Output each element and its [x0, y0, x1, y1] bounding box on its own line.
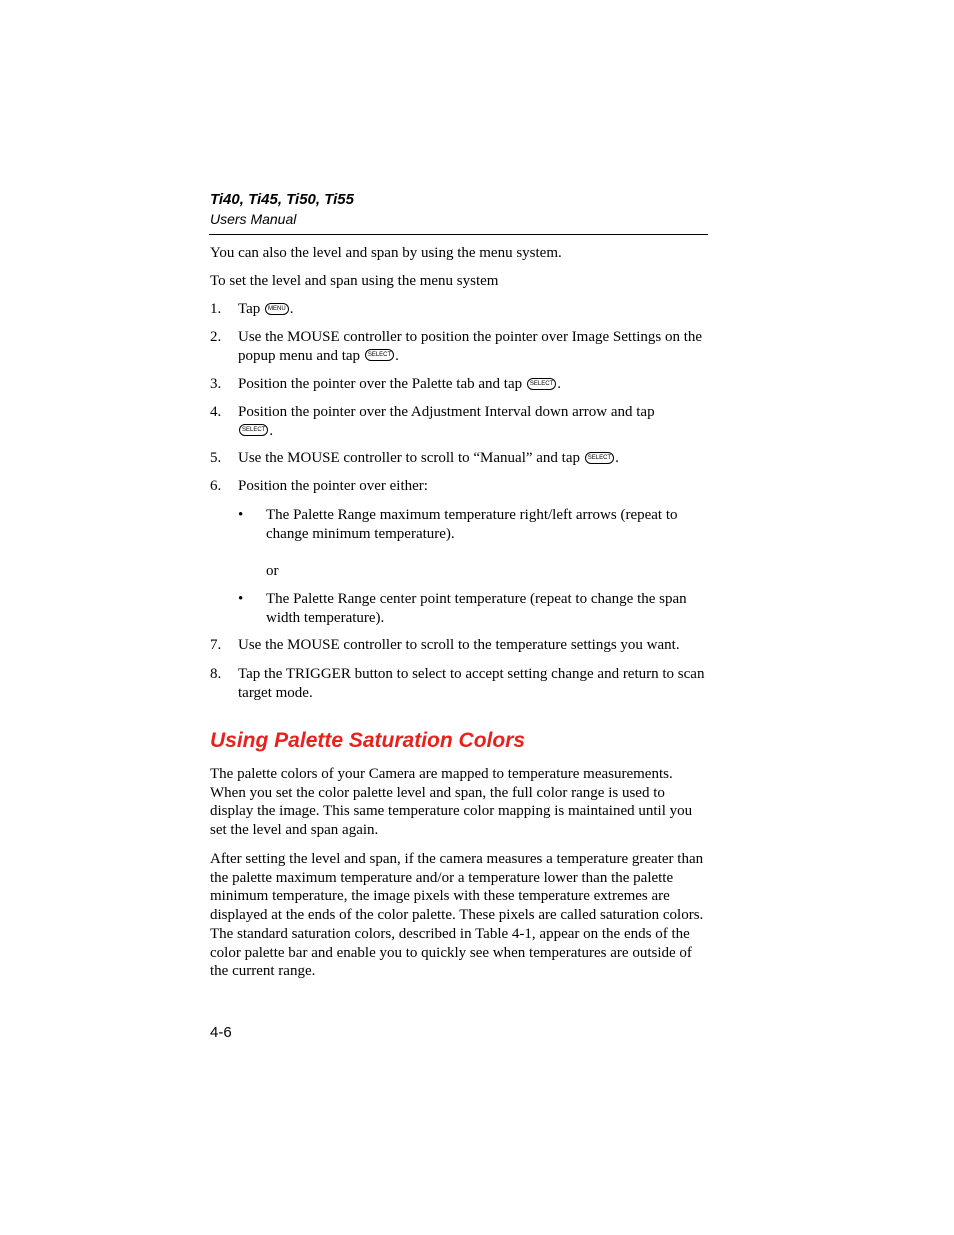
step-text: Position the pointer over either: [238, 478, 428, 494]
section-paragraph-1: The palette colors of your Camera are mapped to temperature measurements. When you set the color palette level and span, the full color range is used to display the image. This same temperature color mapping is maintained until you set the level and span again. [210, 766, 693, 839]
section-paragraph-2: After setting the level and span, if the camera measures a temperature greater than the palette maximum temperature and/or a temperature lower than the palette minimum temperature, the image pixels with these temperature extremes are displayed at the ends of the color palette. These pixels are called saturation colors. The standard saturation colors, described in Table 4-1, appear on the ends of the color palette bar and enable you to quickly see when temperatures are outside of the current range. [210, 851, 704, 980]
header-rule [209, 234, 708, 235]
or-text: or [266, 563, 279, 579]
header-subtitle: Users Manual [210, 211, 297, 227]
step-text-after: . [289, 301, 294, 317]
menu-key-icon: MENU [265, 303, 289, 315]
step-number: 3. [210, 376, 222, 392]
step-text-after: . [269, 422, 274, 439]
bullet-dot: • [238, 507, 244, 523]
step-text-before: Tap [238, 301, 261, 317]
bullet-dot: • [238, 591, 244, 607]
page-number: 4-6 [210, 1024, 232, 1041]
select-key-icon: SELECT [239, 424, 268, 436]
header-model-title: Ti40, Ti45, Ti50, Ti55 [210, 191, 354, 208]
step-text-before: Position the pointer over the Palette tab and tap [238, 376, 523, 392]
select-key-icon: SELECT [527, 378, 556, 390]
step-number: 6. [210, 478, 222, 494]
bullet-text: The Palette Range maximum temperature right/left arrows (repeat to change minimum temperature). [266, 507, 678, 542]
step-text-after: . [395, 347, 399, 364]
step-number: 5. [210, 450, 222, 466]
step-number: 4. [210, 404, 222, 420]
select-key-icon: SELECT [365, 349, 394, 361]
step-text: Use the MOUSE controller to scroll to the temperature settings you want. [238, 637, 680, 653]
step-text-before: Use the MOUSE controller to scroll to “Manual” and tap [238, 450, 580, 466]
step-text [238, 300, 706, 319]
step-text-after: . [557, 376, 561, 392]
step-text [238, 449, 706, 468]
step-text: Tap the TRIGGER button to select to accept setting change and return to scan target mode. [238, 666, 705, 701]
step-number: 7. [210, 637, 222, 653]
select-key-icon: SELECT [585, 452, 614, 464]
step-number: 2. [210, 329, 222, 345]
step-number: 8. [210, 666, 222, 682]
step-text [238, 403, 706, 440]
step-text-after: . [615, 450, 619, 466]
section-heading: Using Palette Saturation Colors [210, 729, 526, 752]
step-number: 1. [210, 301, 222, 317]
bullet-text: The Palette Range center point temperature (repeat to change the span width temperature). [266, 591, 687, 626]
step-text-before: Use the MOUSE controller to position the pointer over Image Settings on the popup menu and tap [238, 329, 703, 364]
step-text [238, 375, 706, 394]
intro-paragraph-2: To set the level and span using the menu system [210, 273, 499, 289]
intro-paragraph-1: You can also the level and span by using the menu system. [210, 245, 562, 261]
step-text-before: Position the pointer over the Adjustment Interval down arrow and tap [238, 404, 655, 420]
step-text [238, 328, 706, 365]
